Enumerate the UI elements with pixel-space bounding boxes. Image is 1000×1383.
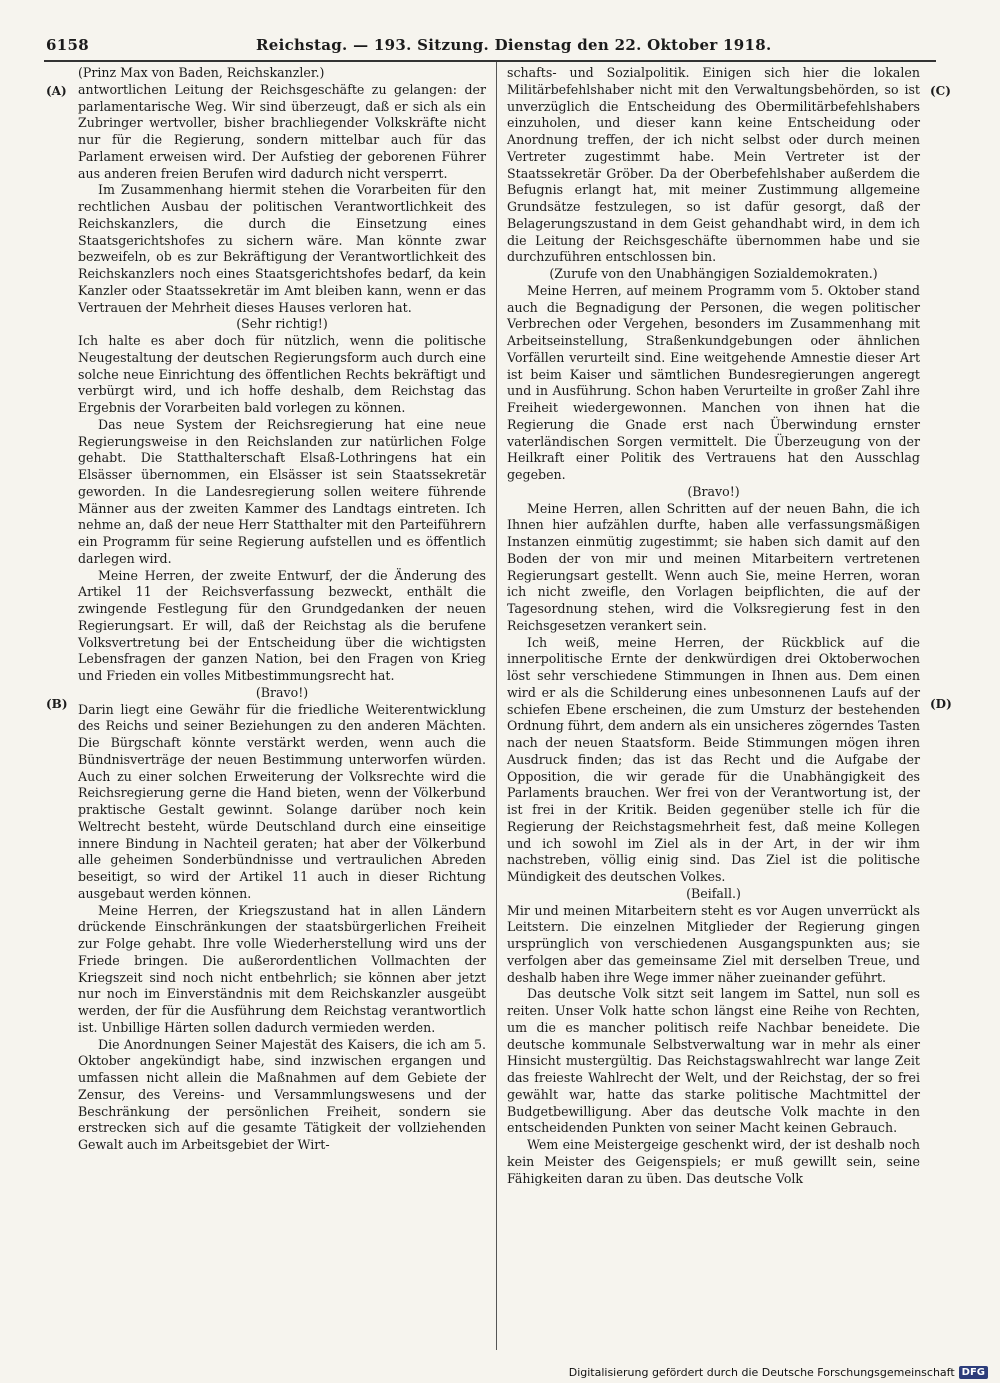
page-title: Reichstag. — 193. Sitzung. Dienstag den 22. Oktober 1918.	[256, 36, 772, 54]
interjection: (Beifall.)	[686, 885, 741, 901]
paragraph: Ich halte es aber doch für nützlich, wenn die politische Neugestaltung der deutschen Regierungsform auch durch eine solche neue Einrichtung des öffentlichen Rechts bekräftigt und verbürgt wird, und ich hoffe deshalb, dem Reichstag das Ergebnis der Vorarbeiten bald vorlegen zu können.	[78, 333, 486, 415]
column-divider	[496, 62, 497, 1350]
page-number: 6158	[46, 36, 89, 54]
margin-mark-a: (A)	[46, 84, 67, 98]
paragraph: antwortlichen Leitung der Reichsgeschäfte zu gelangen: der parlamentarische Weg. Wir sind überzeugt, daß er sich als ein Zubringer wertvoller, bisher brachliegender Volkskräfte nicht nur für die Regierung, sondern mittelbar auch für das Parlament erweisen wird. Der Aufstieg der geborenen Führer aus anderen freien Berufen wird dadurch nicht versperrt.	[78, 81, 486, 181]
paragraph: schafts- und Sozialpolitik. Einigen sich hier die lokalen Militärbefehlshaber nicht mit den Verwaltungsbehörden, so ist unverzüglich die Entscheidung des Obermilitärbefehlshabers einzuholen, und dieser kann keine Entscheidung oder Anordnung treffen, der ich nicht selbst oder durch meinen Vertreter zugestimmt habe. Mein Vertreter ist der Staatssekretär Gröber. Da der Oberbefehlshaber außerdem die Befugnis erlangt hat, mit meiner Zustimmung allgemeine Grundsätze festzulegen, so ist dafür gesorgt, daß der Belagerungszustand in dem Geist gehandhabt wird, in dem ich die Leitung der Reichsgeschäfte übernommen habe und sie durchzuführen entschlossen bin.	[507, 65, 920, 265]
paragraph: Meine Herren, der Kriegszustand hat in allen Ländern drückende Einschränkungen der staatsbürgerlichen Freiheit zur Folge gehabt. Ihre volle Wiederherstellung wird uns der Friede bringen. Die außerordentlichen Vollmachten der Kriegszeit sind noch nicht entbehrlich; sie können aber jetzt nur noch im Einverständnis mit dem Reichskanzler ausgeübt werden, der für die Ausführung dem Reichstag verantwortlich ist. Unbillige Härten sollen dadurch vermieden werden.	[78, 902, 486, 1035]
paragraph: Das deutsche Volk sitzt seit langem im Sattel, nun soll es reiten. Unser Volk hatte schon längst eine Reihe von Rechten, um die es mancher politisch reife Nachbar beneidete. Die deutsche kommunale Selbstverwaltung war in mehr als einer Hinsicht mustergültig. Das Reichstagswahlrecht war lange Zeit das freieste Wahlrecht der Welt, und der Reichstag, der so frei gewählt war, hatte das starke politische Machtmittel der Budgetbewilligung. Aber das deutsche Volk machte in den entscheidenden Punkten von seiner Macht keinen Gebrauch.	[507, 986, 920, 1136]
margin-mark-d: (D)	[930, 697, 952, 711]
paragraph: Die Anordnungen Seiner Majestät des Kaisers, die ich am 5. Oktober angekündigt habe, sind inzwischen ergangen und umfassen nicht allein die Maßnahmen auf dem Gebiete der Zensur, des Vereins- und Versammlungswesens und der Beschränkung der persönlichen Freiheit, sondern sie erstrecken sich auf die gesamte Tätigkeit der vollziehenden Gewalt auch im Arbeitsgebiet der Wirt-	[78, 1036, 486, 1152]
paragraph: Meine Herren, allen Schritten auf der neuen Bahn, die ich Ihnen hier aufzählen durfte, haben alle verfassungsmäßigen Instanzen einmütig zugestimmt; sie haben sich damit auf den Boden der von mir und meinen Mitarbeitern vertretenen Regierungsart gestellt. Wenn auch Sie, meine Herren, woran ich nicht zweifle, den Vorlagen beipflichten, die auf der Tagesordnung stehen, wird die Volksregierung fest in den Reichsgesetzen verankert sein.	[507, 500, 920, 633]
paragraph: Das neue System der Reichsregierung hat eine neue Regierungsweise in den Reichslanden zur natürlichen Folge gehabt. Die Statthalterschaft Elsaß-Lothringens hat ein Elsässer übernommen, ein Elsässer ist sein Staatssekretär geworden. In die Landesregierung sollen weitere führende Männer aus der zweiten Kammer des Landtags eintreten. Ich nehme an, daß der neue Herr Statthalter mit den Parteiführern ein Programm für seine Regierung aufstellen und es öffentlich darlegen wird.	[78, 416, 486, 566]
margin-mark-c: (C)	[930, 84, 951, 98]
interjection: (Bravo!)	[255, 684, 309, 700]
interjection: (Sehr richtig!)	[236, 316, 328, 332]
dfg-logo: DFG	[959, 1366, 988, 1379]
interjection: (Zurufe von den Unabhängigen Sozialdemokraten.)	[549, 266, 878, 281]
interjection: (Bravo!)	[687, 483, 740, 499]
paragraph: Meine Herren, der zweite Entwurf, der die Änderung des Artikel 11 der Reichsverfassung bezweckt, enthält die zwingende Festlegung für den Grundgedanken der neuen Regierungsart. Er will, daß der Reichstag als die berufene Volksvertretung bei der Entscheidung über die wichtigsten Lebensfragen der ganzen Nation, bei den Fragen von Krieg und Frieden ein volles Mitbestimmungsrecht hat.	[78, 567, 486, 683]
paragraph: Meine Herren, auf meinem Programm vom 5. Oktober stand auch die Begnadigung der Personen, die wegen politischer Verbrechen oder Vergehen, besonders im Zusammenhang mit Arbeitseinstellung, Straßenkundgebungen oder ähnlichen Vorfällen verurteilt sind. Eine weitgehende Amnestie dieser Art ist beim Kaiser und sämtlichen Bundesregierungen angeregt und in Ausführung. Schon haben Verurteilte in großer Zahl ihre Freiheit wiedergewonnen. Manchen von ihnen hat die Regierung die Gnade erst nach Überwindung ernster vaterländischen Sorgen vermittelt. Die Überzeugung von der Heilkraft einer Politik des Vertrauens hat den Ausschlag gegeben.	[507, 282, 920, 482]
right-column	[507, 65, 920, 1187]
paragraph: Wem eine Meistergeige geschenkt wird, der ist deshalb noch kein Meister des Geigenspiels; er muß gewillt sein, seine Fähigkeiten daran zu üben. Das deutsche Volk	[507, 1137, 920, 1186]
paragraph: Ich weiß, meine Herren, der Rückblick auf die innerpolitische Ernte der denkwürdigen drei Oktoberwochen löst sehr verschiedene Stimmungen in Ihnen aus. Dem einen wird er als die Schilderung eines unbesonnenen Laufs auf der schiefen Ebene erscheinen, die zum Umsturz der bestehenden Ordnung führt, dem andern als ein unsicheres zögerndes Tasten nach der neuen Staatsform. Beide Stimmungen mögen ihren Ausdruck finden; das ist das Recht und die Aufgabe der Opposition, die wir gerade für die Unabhängigkeit des Parlaments brauchen. Wer frei von der Verantwortung ist, der ist frei in der Kritik. Beiden gegenüber stelle ich für die Regierung der Reichstagsmehrheit fest, daß meine Kollegen und ich sowohl im Ziel als in der Art, in der wir ihm nachstreben, völlig einig sind. Das Ziel ist die politische Mündigkeit des deutschen Volkes.	[507, 634, 920, 884]
header-rule	[44, 60, 936, 62]
left-column	[78, 65, 486, 1154]
digitization-credit	[569, 1366, 988, 1379]
margin-mark-b: (B)	[46, 697, 68, 711]
credit-text: Digitalisierung gefördert durch die Deutsche Forschungsgemeinschaft	[568, 1366, 955, 1379]
paragraph: Mir und meinen Mitarbeitern steht es vor Augen unverrückt als Leitstern. Die einzelnen Mitglieder der Regierung gingen ursprünglich von verschiedenen Ausgangspunkten aus; sie verfolgen aber das gemeinsame Ziel mit derselben Treue, und deshalb haben ihre Wege immer näher zueinander geführt.	[507, 902, 920, 985]
paragraph: Im Zusammenhang hiermit stehen die Vorarbeiten für den rechtlichen Ausbau der politischen Verantwortlichkeit des Reichskanzlers, die durch die Einsetzung eines Staatsgerichtshofes zu sichern wäre. Man könnte zwar bezweifeln, ob es zur Bekräftigung der Verantwortlichkeit des Reichskanzlers noch eines Staatsgerichtshofes bedarf, da kein Kanzler oder Staatssekretär im Amt bleiben kann, wenn er das Vertrauen der Mehrheit dieses Hauses verloren hat.	[78, 182, 486, 315]
paragraph: Darin liegt eine Gewähr für die friedliche Weiterentwicklung des Reichs und seiner Beziehungen zu den anderen Mächten. Die Bürgschaft könnte verstärkt werden, wenn auch die Bündnisverträge der neuen Bestimmung unterworfen würden. Auch zu einer solchen Erweiterung der Volksrechte wird die Reichsregierung gerne die Hand bieten, wenn der Völkerbund praktische Gestalt gewinnt. Solange darüber noch kein Weltrecht besteht, würde Deutschland durch eine einseitige innere Bindung in Nachteil geraten; hat aber der Völkerbund alle geheimen Sonderbündnisse und vertraulichen Abreden beseitigt, so wird der Artikel 11 auch in dieser Richtung ausgebaut werden können.	[78, 701, 486, 901]
page-header	[46, 36, 930, 60]
speaker-attribution: (Prinz Max von Baden, Reichskanzler.)	[78, 65, 325, 80]
